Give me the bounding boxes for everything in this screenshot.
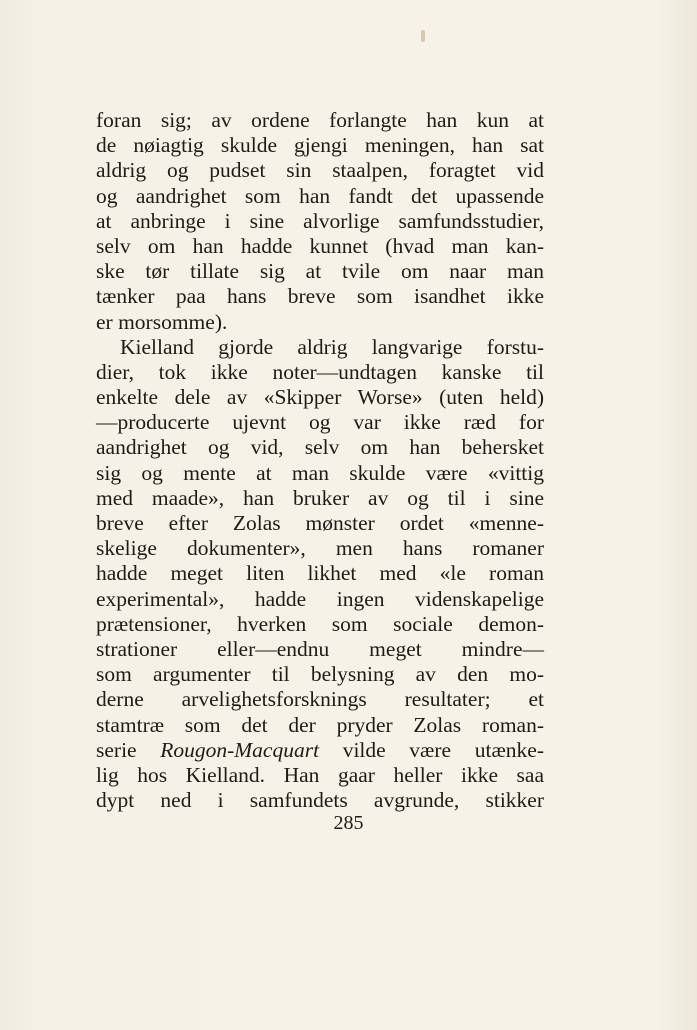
text-line: enkelte dele av «Skipper Worse» (uten held) [96,385,544,410]
text-segment: vilde være utænke- [319,737,544,762]
text-line: aandrighet og vid, selv om han behersket [96,435,544,460]
text-line: er morsomme). [96,309,228,334]
text-line: breve efter Zolas mønster ordet «menne- [96,511,544,535]
text-line: Kielland gjorde aldrig langvarige forstu- [120,334,544,359]
text-line: de nøiagtig skulde gjengi meningen, han sat [96,133,544,158]
page-number: 285 [333,812,364,834]
text-line: hadde meget liten likhet med «le roman [96,561,544,586]
text-line: at anbringe i sine alvorlige samfundsstudier, [96,208,544,233]
text-line: foran sig; av ordene forlangte han kun at [96,108,544,132]
text-line: —producerte ujevnt og var ikke ræd for [96,410,544,435]
text-line: sig og mente at man skulde være «vittig [96,460,544,485]
text-line: aldrig og pudset sin staalpen, foragtet vid [96,158,544,183]
text-line: stamtræ som det der pryder Zolas roman- [96,712,544,737]
text-line: lig hos Kielland. Han gaar heller ikke saa [96,762,544,787]
text-line-with-title [96,738,544,763]
novel-title: Rougon-Macquart [160,737,320,762]
text-line: derne arvelighetsforsknings resultater; et [96,687,544,712]
paper-spot [421,30,425,42]
text-line: dypt ned i samfundets avgrunde, stikker [96,788,544,813]
text-line: og aandrighet som han fandt det upassende [96,183,544,208]
text-line: med maade», han bruker av og til i sine [96,485,544,510]
text-line: som argumenter til belysning av den mo- [96,662,544,687]
text-line: skelige dokumenter», men hans romaner [96,536,544,561]
text-line: tænker paa hans breve som isandhet ikke [96,284,544,309]
text-line: ske tør tillate sig at tvile om naar man [96,259,544,284]
text-segment: serie [96,737,161,762]
body-text [96,108,544,813]
text-line: experimental», hadde ingen videnskapelige [96,586,544,611]
text-line: prætensioner, hverken som sociale demon- [96,611,544,636]
text-line: selv om han hadde kunnet (hvad man kan- [96,233,544,258]
text-line: strationer eller—endnu meget mindre— [96,636,544,661]
text-line: dier, tok ikke noter—undtagen kanske til [96,359,544,384]
